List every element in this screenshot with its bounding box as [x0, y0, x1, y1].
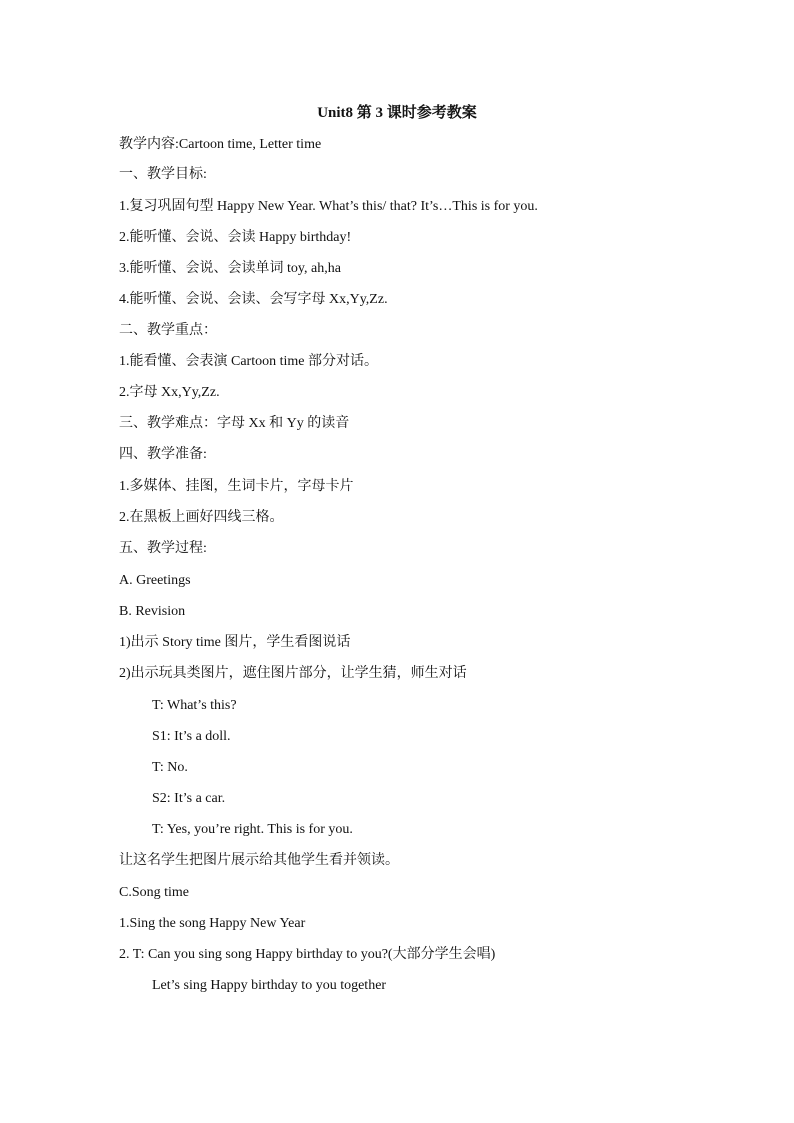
dialogue-line: T: No.: [152, 760, 188, 775]
song-item-1: 1.Sing the song Happy New Year: [119, 916, 306, 931]
dialogue-line: S2: It’s a car.: [152, 791, 226, 806]
revision-note: 让这名学生把图片展示给其他学生看并领读。: [119, 853, 399, 868]
goal-item-1: 1.复习巩固句型 Happy New Year. What’s this/ that? It’s…This is for you.: [119, 199, 538, 214]
process-step-c: C.Song time: [119, 885, 190, 900]
song-instruction: Let’s sing Happy birthday to you together: [152, 978, 387, 993]
dialogue-line: T: What’s this?: [152, 698, 237, 713]
key-point-1: 1.能看懂、会表演 Cartoon time 部分对话。: [119, 354, 378, 369]
section-heading-difficulties: 三、教学难点：字母 Xx 和 Yy 的读音: [119, 416, 350, 431]
section-heading-process: 五、教学过程:: [119, 541, 207, 556]
revision-item-2: 2)出示玩具类图片，遮住图片部分，让学生猜，师生对话: [119, 666, 467, 681]
process-step-b: B. Revision: [119, 604, 186, 619]
key-point-2: 2.字母 Xx,Yy,Zz.: [119, 385, 220, 400]
section-heading-preparation: 四、教学准备:: [119, 447, 207, 462]
preparation-item-2: 2.在黑板上画好四线三格。: [119, 510, 284, 525]
dialogue-line: S1: It’s a doll.: [152, 729, 231, 744]
teaching-content-line: 教学内容:Cartoon time, Letter time: [119, 137, 322, 152]
song-item-2: 2. T: Can you sing song Happy birthday to you?(大部分学生会唱): [119, 947, 496, 962]
preparation-item-1: 1.多媒体、挂图，生词卡片，字母卡片: [119, 479, 354, 494]
section-heading-key-points: 二、教学重点：: [119, 323, 217, 338]
dialogue-line: T: Yes, you’re right. This is for you.: [152, 822, 353, 837]
goal-item-4: 4.能听懂、会说、会读、会写字母 Xx,Yy,Zz.: [119, 292, 388, 307]
revision-item-1: 1)出示 Story time 图片，学生看图说话: [119, 635, 351, 650]
section-heading-goals: 一、教学目标:: [119, 167, 207, 182]
goal-item-2: 2.能听懂、会说、会读 Happy birthday!: [119, 230, 352, 245]
document-title: Unit8 第 3 课时参考教案: [317, 105, 477, 121]
goal-item-3: 3.能听懂、会说、会读单词 toy, ah,ha: [119, 261, 341, 276]
process-step-a: A. Greetings: [119, 573, 191, 588]
